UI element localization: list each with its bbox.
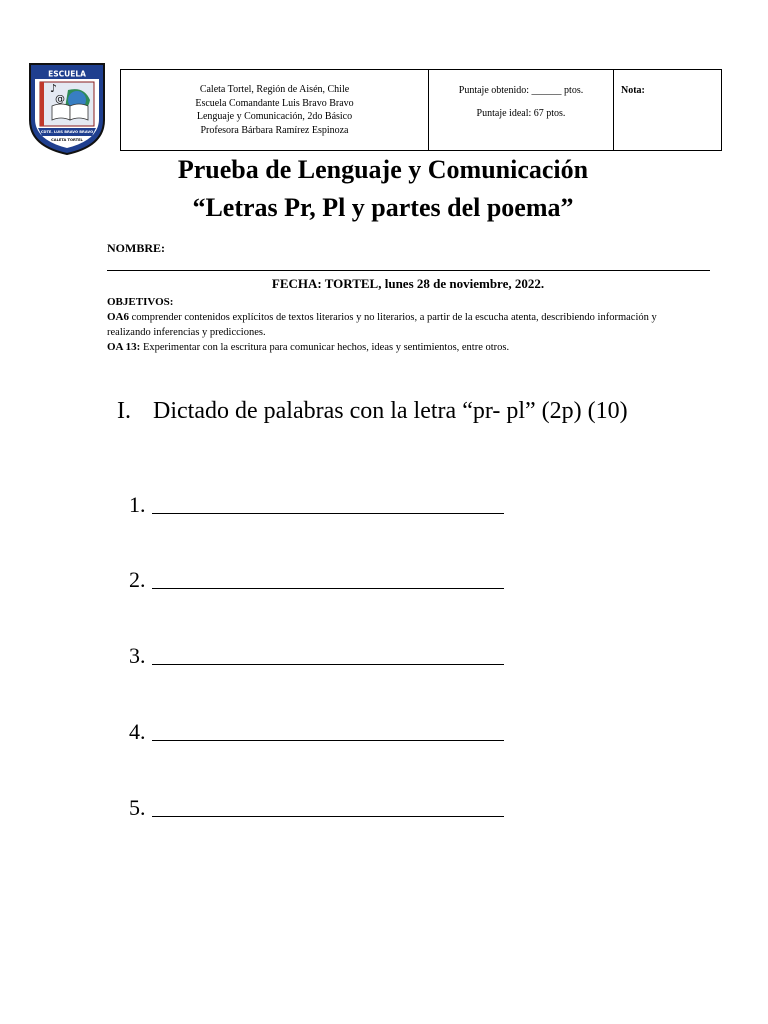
objectives-heading: OBJETIVOS: — [107, 296, 174, 308]
score-ideal: Puntaje ideal: 67 ptos. — [476, 108, 566, 119]
school-line: Lenguaje y Comunicación, 2do Básico — [196, 111, 353, 122]
dictation-item — [129, 719, 146, 745]
header-table — [120, 69, 722, 151]
page-title: Prueba de Lenguaje y Comunicación — [177, 155, 589, 184]
name-answer-line[interactable] — [107, 270, 710, 271]
school-crest-logo — [28, 62, 106, 156]
school-line: Escuela Comandante Luis Bravo Bravo — [195, 97, 354, 109]
dictation-item — [129, 795, 146, 821]
school-line: Caleta Tortel, Región de Aisén, Chile — [199, 84, 350, 95]
dictation-item — [129, 492, 146, 518]
school-line: Profesora Bárbara Ramírez Espinoza — [200, 124, 349, 136]
grade-label: Nota: — [621, 85, 645, 96]
oa13-code: OA 13: — [107, 341, 141, 353]
item-number: 3. — [129, 643, 146, 668]
oa6-text: comprender contenidos explícitos de textos literarios y no literarios, a partir de la escucha atenta, describiendo información y realizando inferencias y predicciones. — [107, 312, 657, 338]
svg-text:CALETA TORTEL: CALETA TORTEL — [51, 138, 83, 142]
page-subtitle: “Letras Pr, Pl y partes del poema” — [192, 193, 574, 222]
objectives-block — [107, 295, 667, 355]
answer-line[interactable] — [152, 740, 504, 741]
svg-text:ESCUELA: ESCUELA — [48, 69, 86, 79]
objective-oa6 — [107, 310, 667, 340]
section-number: I. — [117, 398, 131, 424]
svg-text:CDTE. LUIS BRAVO BRAVO: CDTE. LUIS BRAVO BRAVO — [40, 130, 94, 134]
item-number: 4. — [129, 719, 146, 744]
oa13-text: Experimentar con la escritura para comunicar hechos, ideas y sentimientos, entre otros. — [140, 342, 510, 353]
objective-oa13 — [107, 340, 667, 355]
oa6-code: OA6 — [107, 311, 129, 323]
svg-text:@: @ — [55, 94, 65, 105]
answer-line[interactable] — [152, 513, 504, 514]
score-cell — [429, 70, 614, 151]
dictation-item — [129, 567, 146, 593]
section-heading: Dictado de palabras con la letra “pr- pl” (2p) (10) — [153, 398, 628, 424]
answer-line[interactable] — [152, 588, 504, 589]
item-number: 2. — [129, 567, 146, 592]
school-info-cell — [121, 70, 429, 151]
name-label: NOMBRE: — [107, 241, 165, 255]
item-number: 5. — [129, 795, 146, 820]
date-text: FECHA: TORTEL, lunes 28 de noviembre, 2022. — [271, 276, 545, 291]
answer-line[interactable] — [152, 664, 504, 665]
item-number: 1. — [129, 492, 146, 517]
grade-cell — [614, 70, 722, 151]
dictation-item — [129, 643, 146, 669]
answer-line[interactable] — [152, 816, 504, 817]
svg-text:♪: ♪ — [50, 82, 58, 95]
score-obtained: Puntaje obtenido: ______ ptos. — [458, 85, 584, 96]
